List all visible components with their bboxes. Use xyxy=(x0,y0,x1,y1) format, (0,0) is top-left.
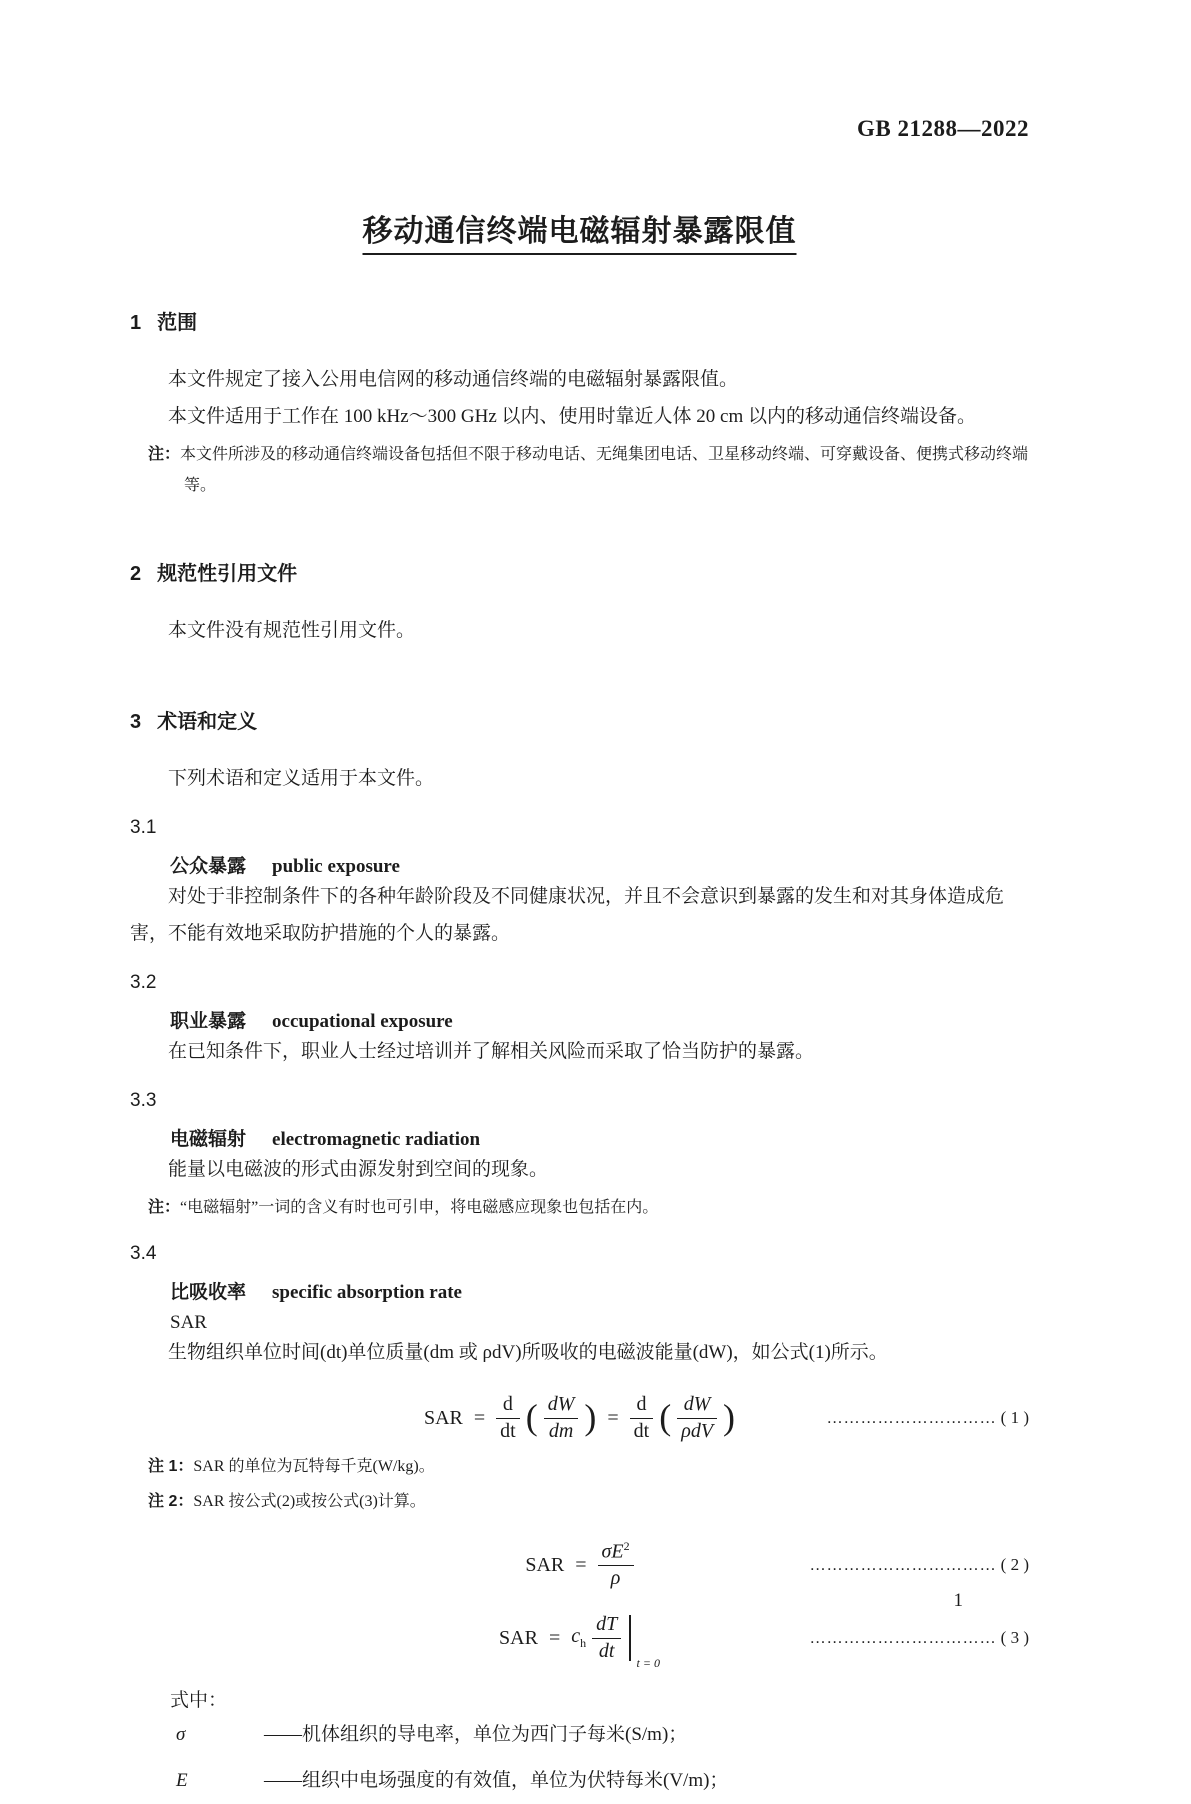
math-fraction xyxy=(598,1539,634,1591)
math-equals: = xyxy=(575,1553,587,1576)
standard-number: GB 21288—2022 xyxy=(857,116,1029,141)
note-text: 本文件所涉及的移动通信终端设备包括但不限于移动电话、无绳集团电话、卫星移动终端、可穿戴设备、便携式移动终端等。 xyxy=(180,446,1029,494)
symbol-description: ——组织中电场强度的有效值，单位为伏特每米(V/m)； xyxy=(264,1770,729,1792)
math-lhs: SAR xyxy=(499,1626,538,1649)
formula-1-leader xyxy=(827,1408,1029,1428)
term-en: electromagnetic radiation xyxy=(272,1129,481,1150)
term-zh: 电磁辐射 xyxy=(170,1129,247,1150)
fraction-denominator: dm xyxy=(548,1419,574,1442)
math-subscript: h xyxy=(580,1636,587,1651)
math-fraction xyxy=(544,1393,579,1443)
fraction-denominator: dt xyxy=(500,1419,516,1442)
math-equals: = xyxy=(548,1626,561,1649)
section-1-paragraph-2: 本文件适用于工作在 100 kHz～300 GHz 以内、使用时靠近人体 20 cm 以内的移动通信终端设备。 xyxy=(168,406,976,427)
note-text: “电磁辐射”一词的含义有时也可引申，将电磁感应现象也包括在内。 xyxy=(180,1199,659,1216)
formula-3-leader xyxy=(810,1628,1029,1648)
term-zh: 比吸收率 xyxy=(170,1282,247,1303)
section-2-number: 2 xyxy=(130,563,142,585)
formula-3 xyxy=(130,1613,1029,1671)
note-label: 注 2： xyxy=(148,1493,194,1511)
right-paren: ) xyxy=(723,1397,736,1438)
clause-3-1-number: 3.1 xyxy=(130,817,157,838)
math-coefficient xyxy=(571,1625,586,1651)
math-lhs: SAR xyxy=(525,1553,565,1576)
fraction-numerator xyxy=(598,1539,634,1566)
fraction-numerator: dW xyxy=(677,1393,717,1419)
leader-dots: …………………………… xyxy=(809,1630,997,1648)
fraction-denominator: dt xyxy=(633,1419,650,1442)
fraction-denominator: ρ xyxy=(610,1567,621,1590)
formula-3-expression xyxy=(499,1613,660,1671)
formula-number: ( 3 ) xyxy=(1000,1628,1029,1648)
clause-3-4-abbreviation: SAR xyxy=(170,1312,207,1333)
fraction-numerator: dT xyxy=(592,1613,621,1639)
math-equals: = xyxy=(473,1406,486,1429)
fraction-numerator: d xyxy=(496,1393,520,1419)
section-1-heading xyxy=(130,306,1029,335)
math-equals: = xyxy=(607,1406,619,1429)
math-fraction xyxy=(592,1613,621,1663)
note-label: 注： xyxy=(148,1199,181,1216)
section-3-heading xyxy=(130,705,1029,734)
where-item-E xyxy=(130,1758,1029,1804)
term-en: public exposure xyxy=(272,856,400,877)
leader-dots: …………………………… xyxy=(809,1557,997,1575)
formula-1-expression xyxy=(424,1393,735,1443)
fraction-numerator: d xyxy=(630,1393,654,1419)
term-en: occupational exposure xyxy=(272,1011,453,1032)
where-intro: 式中： xyxy=(170,1690,228,1712)
section-2-heading xyxy=(130,557,1029,586)
formula-number: ( 1 ) xyxy=(1000,1408,1029,1428)
clause-3-4-note-1 xyxy=(148,1451,1029,1482)
evaluation-bar xyxy=(629,1615,630,1661)
left-paren: ( xyxy=(525,1397,538,1438)
clause-3-2-definition: 在已知条件下，职业人士经过培训并了解相关风险而采取了恰当防护的暴露。 xyxy=(168,1041,815,1062)
formula-2-expression xyxy=(525,1539,633,1591)
math-fraction xyxy=(677,1393,717,1443)
math-superscript: 2 xyxy=(623,1539,630,1554)
symbol: σ xyxy=(176,1724,186,1746)
section-2-title: 规范性引用文件 xyxy=(157,563,298,585)
clause-3-3-term xyxy=(130,1124,1029,1151)
symbol: E xyxy=(176,1770,188,1792)
section-1-note xyxy=(148,439,1029,501)
clause-3-4-term xyxy=(130,1277,1029,1304)
formula-1 xyxy=(130,1393,1029,1443)
formula-2-leader xyxy=(810,1555,1029,1575)
page-number: 1 xyxy=(953,1590,963,1611)
clause-3-4-note-2 xyxy=(148,1486,1029,1517)
note-label: 注 1： xyxy=(148,1458,194,1476)
symbol-description: ——机体组织的导电率，单位为西门子每米(S/m)； xyxy=(264,1724,688,1746)
note-text: SAR 的单位为瓦特每千克(W/kg)。 xyxy=(193,1458,435,1476)
formula-number: ( 2 ) xyxy=(1000,1555,1029,1575)
note-label: 注： xyxy=(148,446,181,463)
section-1-number: 1 xyxy=(130,312,142,334)
where-item-sigma xyxy=(130,1712,1029,1758)
clause-3-2-term xyxy=(130,1006,1029,1033)
term-en: specific absorption rate xyxy=(272,1282,462,1303)
left-paren: ( xyxy=(659,1397,672,1438)
section-1-paragraph-1: 本文件规定了接入公用电信网的移动通信终端的电磁辐射暴露限值。 xyxy=(168,369,739,390)
clause-3-1-term xyxy=(130,851,1029,878)
document-title: 移动通信终端电磁辐射暴露限值 xyxy=(362,215,797,248)
term-zh: 公众暴露 xyxy=(170,856,247,877)
term-zh: 职业暴露 xyxy=(170,1011,247,1032)
section-2-paragraph-1: 本文件没有规范性引用文件。 xyxy=(168,620,416,641)
formula-2 xyxy=(130,1539,1029,1591)
math-variable: σE xyxy=(601,1540,624,1563)
math-fraction xyxy=(630,1393,654,1443)
section-3-number: 3 xyxy=(130,711,142,733)
clause-3-1-definition: 对处于非控制条件下的各种年龄阶段及不同健康状况，并且不会意识到暴露的发生和对其身体造成危害，不能有效地采取防护措施的个人的暴露。 xyxy=(130,886,1005,944)
fraction-numerator: dW xyxy=(544,1393,579,1419)
math-fraction xyxy=(496,1393,520,1443)
leader-dots: ………………………… xyxy=(826,1410,997,1428)
section-3-paragraph-1: 下列术语和定义适用于本文件。 xyxy=(168,768,435,789)
clause-3-3-number: 3.3 xyxy=(130,1090,157,1111)
fraction-denominator: ρdV xyxy=(681,1419,714,1442)
math-lhs: SAR xyxy=(423,1406,463,1429)
section-3-title: 术语和定义 xyxy=(157,711,258,733)
section-1-title: 范围 xyxy=(157,312,198,334)
clause-3-4-number: 3.4 xyxy=(130,1243,157,1264)
clause-3-3-definition: 能量以电磁波的形式由源发射到空间的现象。 xyxy=(168,1159,549,1180)
clause-3-3-note xyxy=(148,1192,1029,1223)
math-variable: c xyxy=(571,1625,581,1648)
note-text: SAR 按公式(2)或按公式(3)计算。 xyxy=(193,1493,426,1511)
evaluation-condition: t = 0 xyxy=(636,1656,660,1671)
clause-3-4-definition: 生物组织单位时间(dt)单位质量(dm 或 ρdV)所吸收的电磁波能量(dW)，如公式(1)所示。 xyxy=(168,1342,888,1363)
clause-3-2-number: 3.2 xyxy=(130,972,157,993)
fraction-denominator: dt xyxy=(598,1639,615,1662)
right-paren: ) xyxy=(584,1397,597,1438)
